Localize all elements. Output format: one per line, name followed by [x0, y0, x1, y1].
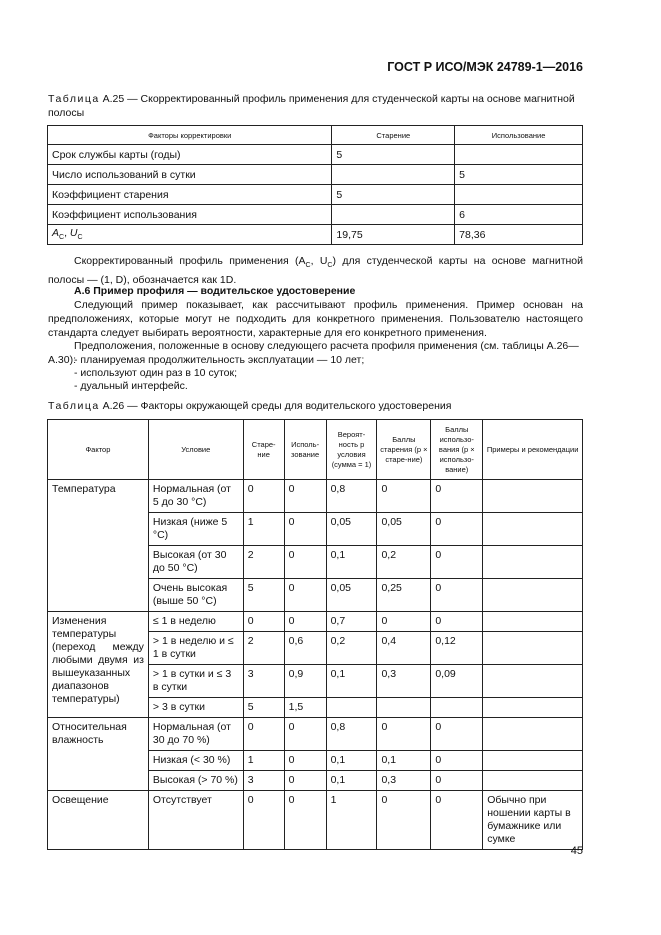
cell: 0	[431, 513, 483, 546]
factor-cell: Освещение	[48, 791, 149, 850]
cell	[483, 665, 583, 698]
cell: 0	[284, 480, 326, 513]
cell: 0	[431, 579, 483, 612]
table-header-row	[48, 126, 583, 145]
cell: > 3 в сутки	[148, 698, 243, 718]
cell: 0,8	[326, 718, 377, 751]
cell: 2	[243, 632, 284, 665]
cell: Очень высокая (выше 50 °C)	[148, 579, 243, 612]
cell: Нормальная (от 30 до 70 %)	[148, 718, 243, 751]
cell: 0,1	[326, 751, 377, 771]
col-header: Условие	[148, 420, 243, 480]
cell	[483, 718, 583, 751]
cell: 78,36	[455, 225, 583, 245]
caption-text: А.25 — Скорректированный профиль применения для студенческой карты на основе магнитной полосы	[48, 93, 575, 119]
cell: Обычно при ношении карты в бумажнике или сумке	[483, 791, 583, 850]
cell	[483, 612, 583, 632]
bullet-item: - используют один раз в 10 суток;	[74, 367, 237, 379]
cell: 6	[455, 205, 583, 225]
cell	[483, 698, 583, 718]
cell	[483, 480, 583, 513]
cell: 1	[243, 513, 284, 546]
caption-prefix: Таблица	[48, 93, 100, 105]
table-header-row	[48, 420, 583, 480]
cell: Низкая (ниже 5 °C)	[148, 513, 243, 546]
bullet-item: - планируемая продолжительность эксплуатации — 10 лет;	[74, 354, 365, 366]
cell: 5	[332, 185, 455, 205]
table-a26	[47, 419, 583, 850]
cell	[326, 698, 377, 718]
cell: 0,05	[326, 579, 377, 612]
col-header: Вероят-ность p условия (сумма = 1)	[326, 420, 377, 480]
table-a25	[47, 125, 583, 245]
cell: 0	[284, 612, 326, 632]
cell: 0	[243, 718, 284, 751]
table-row	[48, 612, 583, 632]
col-header: Баллы использо-вания (p × использо-вание)	[431, 420, 483, 480]
cell: 0	[377, 480, 431, 513]
cell: > 1 в неделю и ≤ 1 в сутки	[148, 632, 243, 665]
cell: 0,1	[326, 546, 377, 579]
table-row	[48, 791, 583, 850]
cell: 0	[431, 612, 483, 632]
table-row	[48, 225, 583, 245]
cell: 0,3	[377, 771, 431, 791]
cell	[455, 185, 583, 205]
cell: 3	[243, 771, 284, 791]
cell: 5	[243, 579, 284, 612]
cell: 1	[243, 751, 284, 771]
cell: 0	[431, 751, 483, 771]
cell: 0	[284, 771, 326, 791]
col-header: Использование	[455, 126, 583, 145]
cell: 2	[243, 546, 284, 579]
cell: 1,5	[284, 698, 326, 718]
cell: 0,8	[326, 480, 377, 513]
cell: 0	[243, 612, 284, 632]
cell	[483, 751, 583, 771]
cell: 0,4	[377, 632, 431, 665]
cell: 0,1	[326, 771, 377, 791]
cell: 0	[377, 791, 431, 850]
cell: 0	[431, 480, 483, 513]
cell: Высокая (от 30 до 50 °C)	[148, 546, 243, 579]
cell: Коэффициент старения	[48, 185, 332, 205]
caption-text: А.26 — Факторы окружающей среды для водительского удостоверения	[102, 400, 452, 412]
cell: 0,3	[377, 665, 431, 698]
paragraph-example: Следующий пример показывает, как рассчитывают профиль применения. Пример основан на предположениях, которые могут не подходить для конкретного применения. Пользователю настоящего стандарта следует выбирать вероятности, характерные для его конкретного применения.	[48, 299, 583, 339]
cell	[483, 546, 583, 579]
cell: 0,25	[377, 579, 431, 612]
cell: 5	[455, 165, 583, 185]
cell: 1	[326, 791, 377, 850]
cell: Срок службы карты (годы)	[48, 145, 332, 165]
cell: 0	[284, 718, 326, 751]
col-header: Факторы корректировки	[48, 126, 332, 145]
table-row	[48, 480, 583, 513]
cell: 0,2	[377, 546, 431, 579]
table-row	[48, 165, 583, 185]
cell: 0,6	[284, 632, 326, 665]
cell: Число использований в сутки	[48, 165, 332, 185]
table-row	[48, 718, 583, 751]
table-a26-caption	[48, 399, 583, 413]
cell: Отсутствует	[148, 791, 243, 850]
cell	[483, 632, 583, 665]
col-header: Исполь-зование	[284, 420, 326, 480]
cell	[332, 205, 455, 225]
cell: 0,2	[326, 632, 377, 665]
cell: 0,12	[431, 632, 483, 665]
cell: 0,1	[377, 751, 431, 771]
factor-cell: Температура	[48, 480, 149, 612]
cell	[455, 145, 583, 165]
bullet-item: - дуальный интерфейс.	[74, 380, 188, 392]
paragraph-assumptions: Предположения, положенные в основу следующего расчета профиля применения (см. таблицы А.26—А.30):	[48, 340, 579, 366]
cell	[332, 165, 455, 185]
cell: 0	[284, 513, 326, 546]
cell: 0	[243, 480, 284, 513]
cell	[483, 579, 583, 612]
cell: 0,7	[326, 612, 377, 632]
col-header: Фактор	[48, 420, 149, 480]
cell: 0	[431, 718, 483, 751]
cell-ac-uc: $A_C$, $U_C$	[48, 225, 332, 245]
cell: 0	[431, 791, 483, 850]
cell: 0	[377, 718, 431, 751]
table-row	[48, 145, 583, 165]
cell: 0	[431, 771, 483, 791]
cell: 0	[243, 791, 284, 850]
cell	[431, 698, 483, 718]
table-row	[48, 205, 583, 225]
cell: 0,1	[326, 665, 377, 698]
table-row	[48, 185, 583, 205]
cell: Низкая (< 30 %)	[148, 751, 243, 771]
caption-prefix: Таблица	[48, 400, 100, 412]
cell	[377, 698, 431, 718]
col-header: Старение	[332, 126, 455, 145]
cell: 5	[332, 145, 455, 165]
cell: 3	[243, 665, 284, 698]
cell	[483, 513, 583, 546]
col-header: Старе-ние	[243, 420, 284, 480]
document-header: ГОСТ Р ИСО/МЭК 24789-1—2016	[387, 60, 583, 74]
cell: 0	[377, 612, 431, 632]
cell: 0	[284, 579, 326, 612]
cell	[483, 771, 583, 791]
cell: 0,9	[284, 665, 326, 698]
cell: 19,75	[332, 225, 455, 245]
col-header: Баллы старения (p × старе-ние)	[377, 420, 431, 480]
section-title: А.6 Пример профиля — водительское удостоверение	[74, 285, 356, 297]
cell: Коэффициент использования	[48, 205, 332, 225]
cell: 0	[284, 751, 326, 771]
factor-cell: Изменения температуры (переход между любыми двумя из вышеуказанных диапазонов температуры)	[48, 612, 149, 718]
cell: 0,09	[431, 665, 483, 698]
paragraph-corrected-profile: Скорректированный профиль применения ($A_C$, $U_C$) для студенческой карты на основе магнитной полосы — (1, D), обозначается как 1D.	[48, 255, 584, 287]
col-header: Примеры и рекомендации	[483, 420, 583, 480]
table-a25-caption	[48, 92, 583, 120]
cell: 0,05	[377, 513, 431, 546]
cell: Нормальная (от 5 до 30 °C)	[148, 480, 243, 513]
factor-cell: Относительная влажность	[48, 718, 149, 791]
cell: 0	[431, 546, 483, 579]
page-number: 45	[570, 845, 583, 857]
cell: > 1 в сутки и ≤ 3 в сутки	[148, 665, 243, 698]
cell: 0,05	[326, 513, 377, 546]
cell: Высокая (> 70 %)	[148, 771, 243, 791]
cell: 0	[284, 791, 326, 850]
cell: 5	[243, 698, 284, 718]
cell: 0	[284, 546, 326, 579]
cell: ≤ 1 в неделю	[148, 612, 243, 632]
